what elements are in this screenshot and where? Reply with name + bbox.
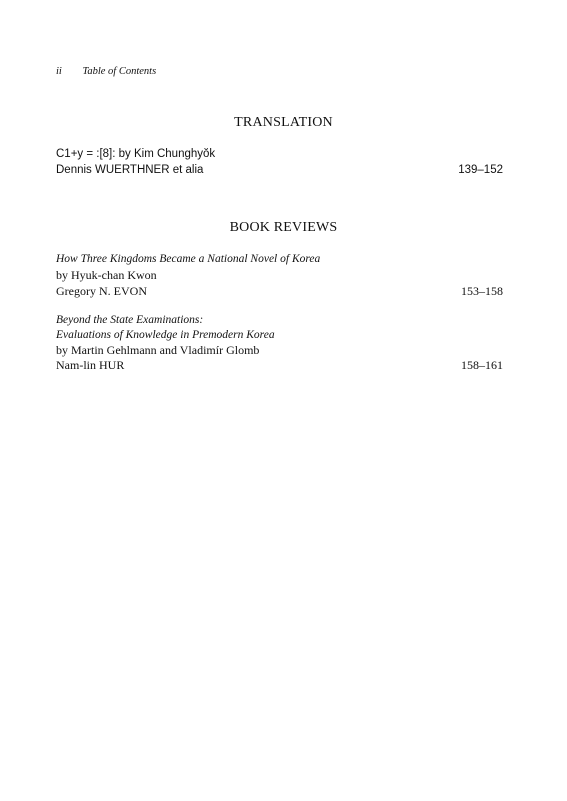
review-2-title-line-2: Evaluations of Knowledge in Premodern Korea: [56, 329, 275, 341]
running-head-title: Table of Contents: [82, 66, 157, 77]
review-2-book-author: by Martin Gehlmann and Vladimír Glomb: [56, 343, 260, 357]
review-2-pages: 158–161: [461, 358, 503, 372]
translation-entry-author-row: [56, 162, 503, 178]
review-1-title: How Three Kingdoms Became a National Novel of Korea: [56, 253, 321, 265]
review-2-reviewer: Nam-lin HUR: [56, 358, 125, 372]
translation-entry-pages: 139–152: [458, 164, 503, 176]
translation-heading: TRANSLATION: [234, 115, 333, 130]
review-1-pages: 153–158: [461, 284, 503, 298]
review-1-reviewer-row: [56, 283, 503, 299]
review-2-title-line-1: Beyond the State Examinations:: [56, 314, 204, 326]
running-head: [56, 66, 156, 77]
translation-entry-author: Dennis WUERTHNER et alia: [56, 164, 204, 176]
page-number: ii: [56, 66, 62, 77]
review-2-reviewer-row: [56, 357, 503, 373]
review-1-book-author: by Hyuk-chan Kwon: [56, 268, 157, 282]
book-reviews-heading: BOOK REVIEWS: [229, 220, 338, 235]
translation-entry-title: C1+y = :[8]: by Kim Chunghyŏk: [56, 148, 216, 160]
review-1-reviewer: Gregory N. EVON: [56, 284, 147, 298]
